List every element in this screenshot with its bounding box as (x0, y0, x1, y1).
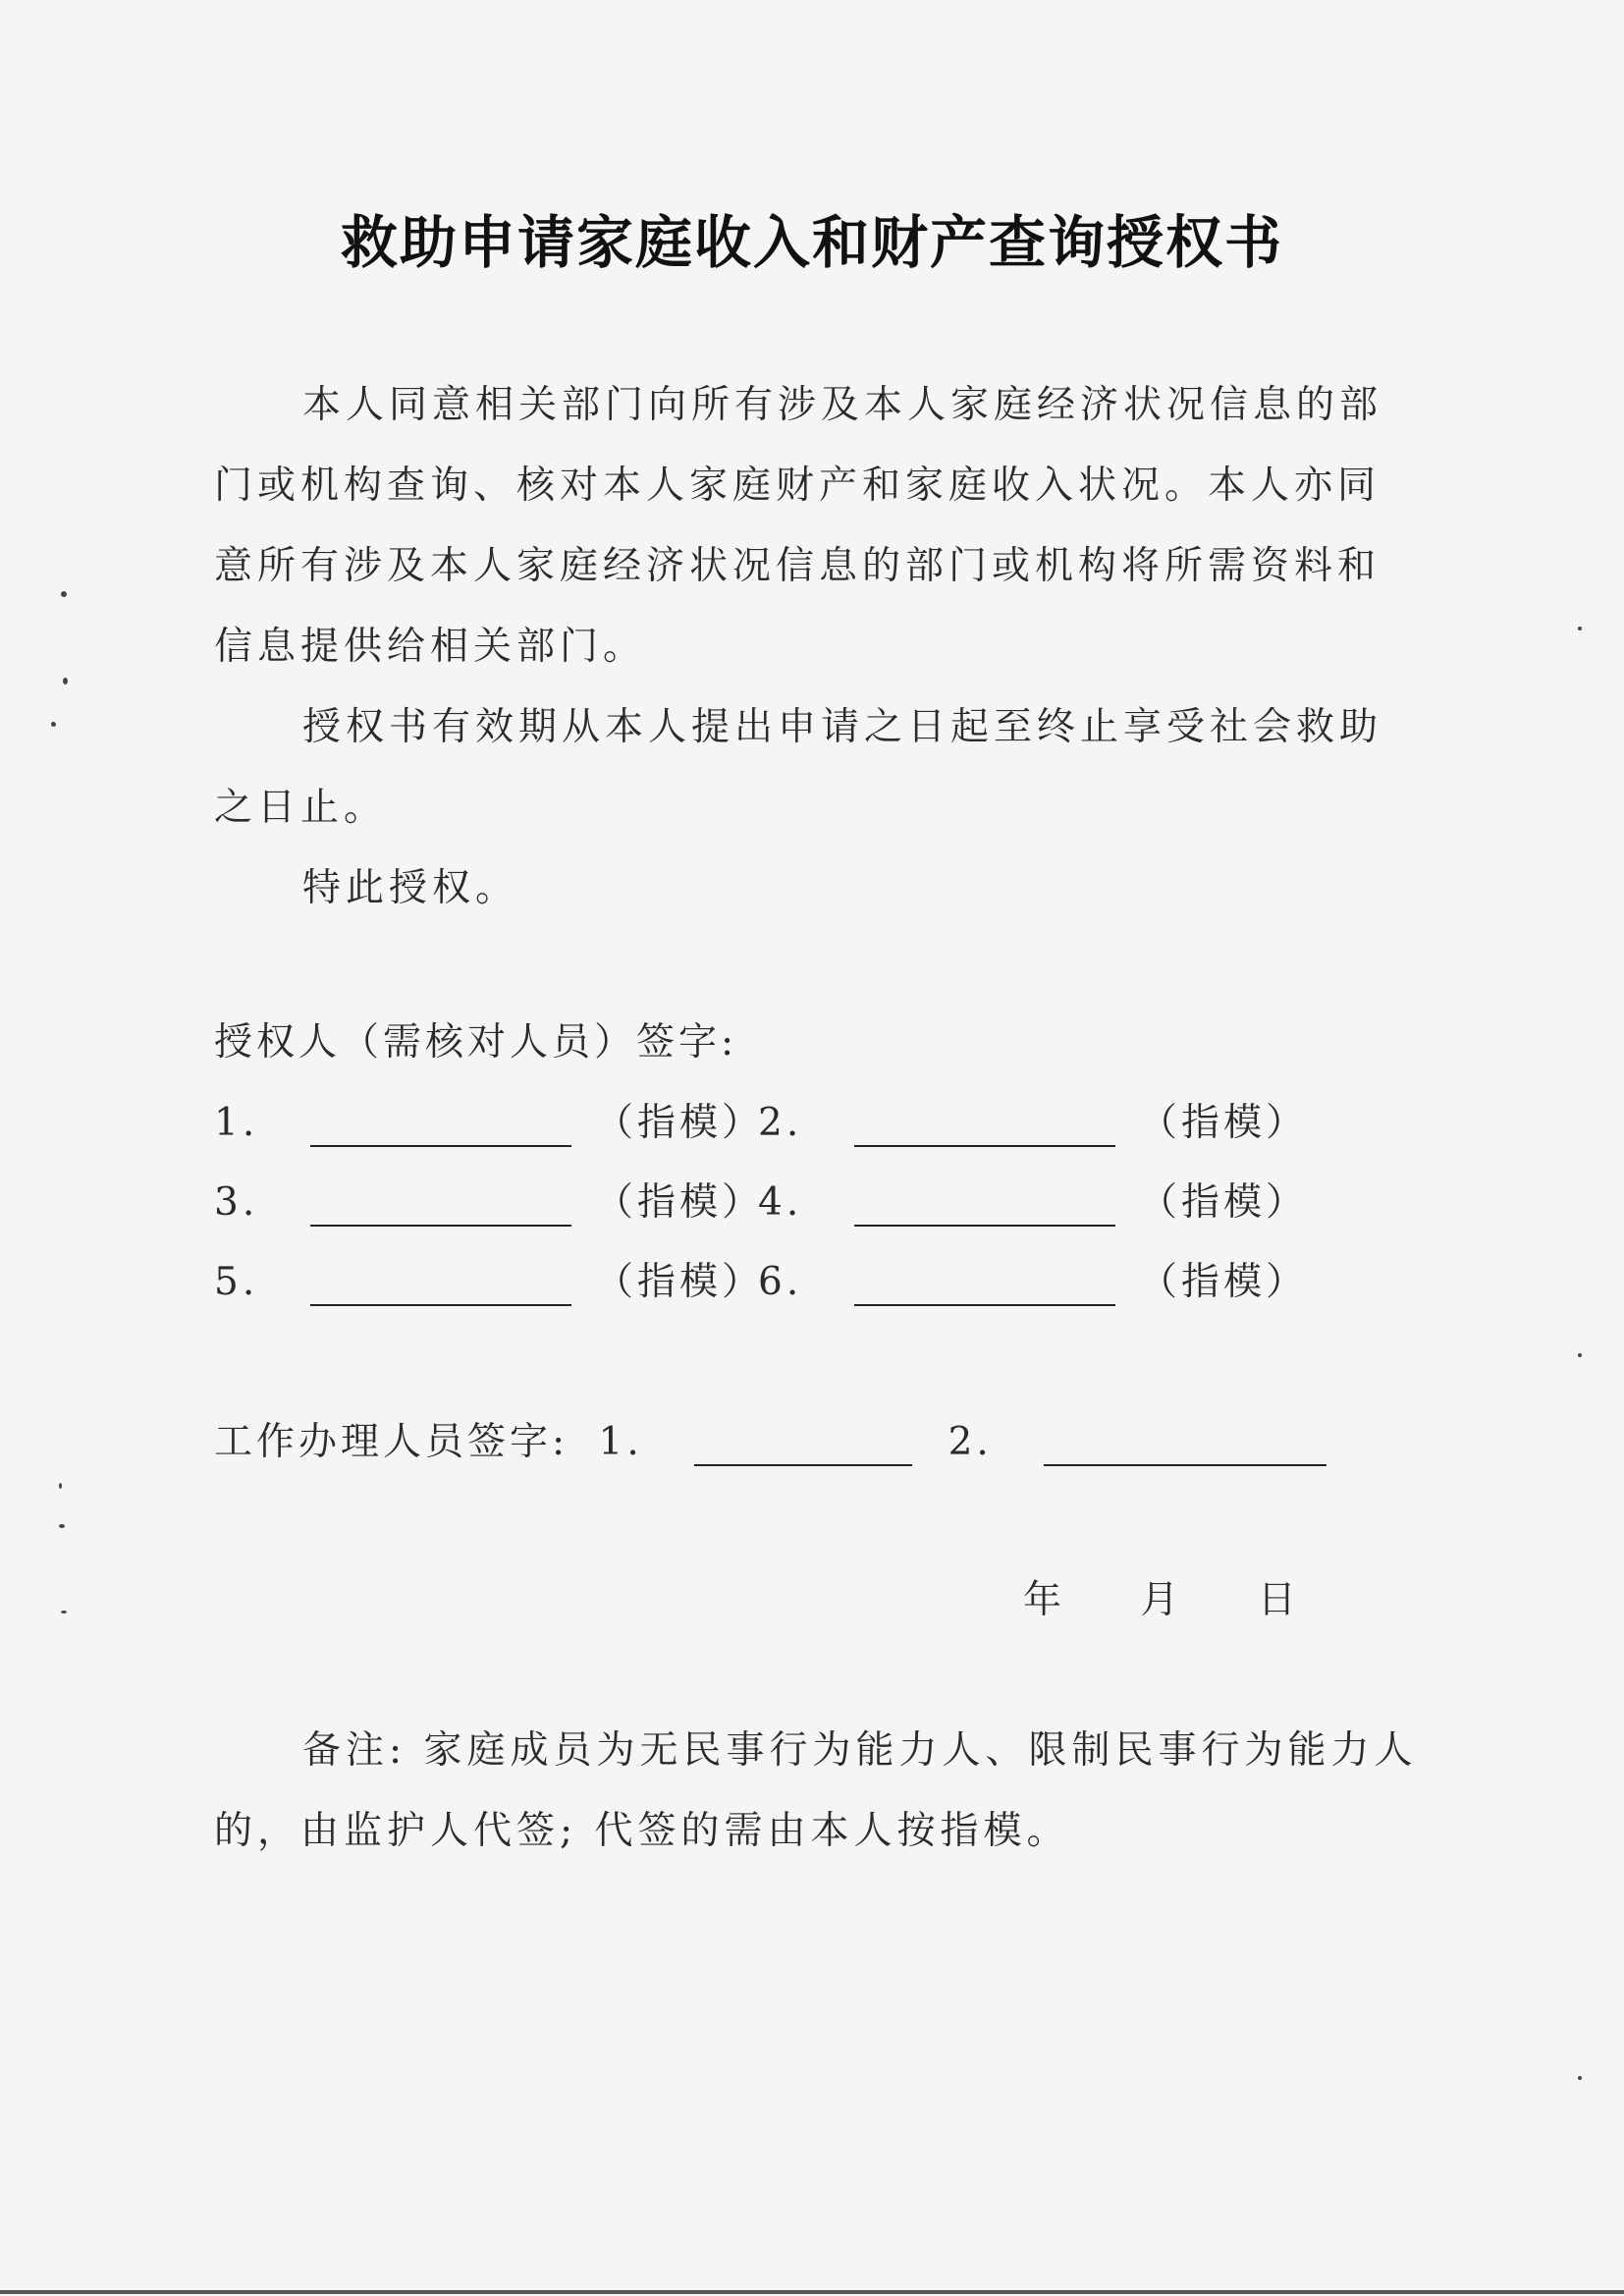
scan-edge-line (0, 2290, 1624, 2294)
signer-slot-5 (214, 1251, 764, 1306)
staff-signature-line-1[interactable] (694, 1425, 912, 1466)
scan-speck (63, 678, 68, 684)
signature-line[interactable] (854, 1265, 1115, 1306)
scan-speck (1578, 2076, 1582, 2080)
signer-slot-6 (758, 1251, 1308, 1306)
signer-number: 3. (214, 1180, 259, 1225)
fingerprint-label: （指模） (595, 1101, 765, 1145)
signer-number: 2. (758, 1101, 803, 1145)
signature-line[interactable] (310, 1265, 571, 1306)
signer-number: 1. (214, 1101, 259, 1145)
signer-number: 4. (758, 1180, 803, 1225)
signer-slot-2 (758, 1092, 1308, 1147)
scan-speck (1578, 1353, 1582, 1357)
remark-note: 备注: 家庭成员为无民事行为能力人、限制民事行为能力人的，由监护人代签; 代签的需由本人按指模。 (214, 1728, 1418, 1853)
staff-label: 工作办理人员签字: (214, 1420, 569, 1464)
document-title: 救助申请家庭收入和财产查询授权书 (340, 209, 1283, 276)
staff-number-2: 2. (947, 1420, 993, 1464)
fingerprint-label: （指模） (595, 1260, 765, 1304)
validity-paragraph: 授权书有效期从本人提出申请之日起至终止享受社会救助之日止。 (214, 705, 1383, 830)
fingerprint-label: （指模） (1139, 1101, 1309, 1145)
date-row (1023, 1569, 1296, 1624)
signature-heading: 授权人（需核对人员）签字: (214, 1020, 738, 1065)
staff-number-1: 1. (598, 1420, 643, 1464)
fingerprint-label: （指模） (595, 1180, 765, 1225)
fingerprint-label: （指模） (1139, 1180, 1309, 1225)
scan-speck (51, 722, 56, 727)
signer-slot-1 (214, 1092, 764, 1147)
signer-slot-3 (214, 1172, 764, 1227)
signer-slot-4 (758, 1172, 1308, 1227)
signature-line[interactable] (854, 1106, 1115, 1147)
date-month: 月 (1140, 1578, 1179, 1622)
staff-signature-line-2[interactable] (1044, 1425, 1326, 1466)
signer-number: 5. (214, 1260, 259, 1304)
date-day: 日 (1257, 1578, 1296, 1622)
signature-line[interactable] (310, 1106, 571, 1147)
scan-speck (59, 1483, 62, 1489)
scan-speck (61, 591, 67, 597)
staff-signature-row (214, 1411, 1326, 1466)
scan-speck (1578, 627, 1582, 630)
authorization-statement: 特此授权。 (302, 866, 519, 910)
signature-line[interactable] (854, 1185, 1115, 1227)
signature-line[interactable] (310, 1185, 571, 1227)
consent-paragraph: 本人同意相关部门向所有涉及本人家庭经济状况信息的部门或机构查询、核对本人家庭财产和家庭收入状况。本人亦同意所有涉及本人家庭经济状况信息的部门或机构将所需资料和信息提供给相关部门。 (214, 383, 1383, 669)
fingerprint-label: （指模） (1139, 1260, 1309, 1304)
date-year: 年 (1023, 1578, 1062, 1622)
scan-speck (61, 1611, 67, 1613)
scan-speck (59, 1524, 65, 1528)
signer-number: 6. (758, 1260, 803, 1304)
